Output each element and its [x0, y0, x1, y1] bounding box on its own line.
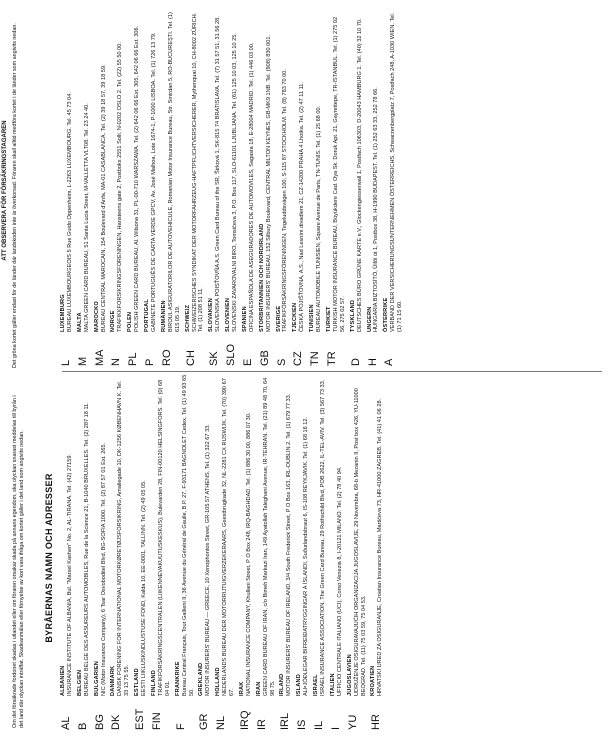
country-name: TYSKLAND	[349, 299, 356, 332]
country-name: UNGERN	[366, 306, 373, 332]
country-code: E	[241, 358, 254, 366]
bureau-address: UDRUŽENJE OSIGURAVAJUĆIH ORGANIZACIJA JUGOSLAVIJE, 29 Novembra, 68-b Mezanin II, Post box 426, YU-11000 BEOGRAD. Tel. (11) 75 03 59, 75 04 53.	[353, 388, 367, 696]
bureau-address: POLISH GREEN CARD BUREAU, Al. Wilsona 31, PL-00-710 WARSZAWA. Tel. (2) 642 06 66 Ext. 305, 642 06 66 Ext. 306.	[134, 25, 141, 332]
country-code: F	[174, 723, 187, 730]
country-entry	[239, 374, 253, 730]
entry-body	[161, 12, 182, 332]
country-code: IRQ	[238, 710, 251, 730]
bureau-address: SLOVENSKÁ POISŤOVŇA A.S. Green Card Bureau of the SR, Štrková 1, SK-815 74 BRATISLAVA. Tel. (7) 31 57 51, 31 56 28.	[215, 16, 222, 332]
country-entry	[370, 374, 384, 730]
bureau-address: HUNGARIA BIZTOSÍTÓ, Üllői út 1, Postbox 38, H-1990 BUDAPEST. Tel. (1) 252 63 33, 252 78 66.	[373, 87, 380, 332]
entry-body	[276, 12, 290, 332]
country-entry	[161, 12, 182, 366]
bureau-address: NIC (Motor Insurance Company), 6 Tsar Osvoboditel Blvd, BG-SOFIA 1000. Tel. (2) 87 57 01 Ext. 265.	[100, 442, 107, 696]
country-code: N	[110, 358, 123, 366]
bureau-address: BUREAU LUXEMBOURGEOIS 5 Rue Guido Oppenheim, L-2263 LUXEMBOURG. Tel. 45 73 04.	[66, 92, 73, 332]
entry-body	[185, 12, 206, 332]
intro-text-left: Om det försäkrade fordonet skadas i utlandet eller om föraren orsakar skada på annans egendom, ska olyckan snarast meddelas till byrån i det land där olyckan inträffat. Skadeanmälan eller förnyelse av kort vara ifråga om kortet gäller i det land som angivits nedan.	[12, 395, 25, 728]
country-name: STORBRITANNIEN OCH NORDIRLAND	[258, 223, 265, 332]
country-entry	[198, 374, 212, 730]
bureau-address: ČESKÁ POJIŠŤOVNA, A.S., Nad Lesním divadlem 21, CZ-14200 PRAHA 4 Lhotka. Tel. (2) 47 11 11.	[299, 82, 306, 332]
bureau-address: SCHWEIZERISCHES SYNDIKAT DER MOTORFAHRZEUG-HAFTPFLICHTVERSICHERER, Mythenquai 10, CH-8002 ZÜRICH. Tel. (1) 208 51 11.	[191, 12, 205, 332]
entry-body	[94, 374, 108, 696]
country-entry	[175, 374, 196, 730]
bureau-address: MALTA GREEN CARD BUREAU, 51 Santa Lucia Street, M-VALLETTA VLT08. Tel. 23 24 40.	[83, 103, 90, 332]
country-code: SK	[208, 351, 221, 366]
country-entry	[313, 374, 327, 730]
country-code: GB	[258, 350, 271, 366]
country-entry	[256, 374, 277, 730]
country-name: SVERIGE	[275, 305, 282, 332]
entry-body	[198, 374, 212, 696]
country-entry	[77, 374, 91, 730]
country-entry	[94, 12, 108, 366]
bureau-address: MOTOR INSURERS' BUREAU OF IRELAND, 3/4 South Frederick Street, P O Box 163, IRL-DUBLIN 2. Tel. (1) 679 77 33.	[286, 393, 293, 696]
entry-body	[367, 12, 381, 332]
country-name: TJECKIEN	[292, 302, 299, 332]
bureau-address: UFFICIO CENTRALE ITALIANO (UCI), Corso Venezia 8, I-20121 MILANO. Tel. (2) 78 40 94.	[336, 466, 343, 696]
bureau-address: NATIONAL INSURANCE COMPANY, Khullani Street, P O Box 248, IRQ-BAGHDAD. Tel. (1) 886 30 00, 886 07 30.	[245, 412, 252, 696]
entry-body	[127, 12, 141, 332]
entry-body	[239, 374, 253, 696]
bureau-address: Bureau Central Français, Tour Gallieni II, 36 Avenue du Général de Gaulle, B.P. 27, F-93171 BAGNOLET Cedex. Tel. (1) 49 93 65 50.	[181, 374, 195, 696]
country-entry	[296, 374, 310, 730]
entry-body	[292, 12, 306, 332]
bureau-address: EESTI LIIKLUSKINDLUSTUSE FOND, Kalda 10, EE-0001, TALLINN. Tel. (2) 49 05 05.	[141, 480, 148, 696]
country-code: RO	[160, 349, 173, 366]
entry-body	[309, 12, 323, 332]
country-name: RUMÄNIEN	[160, 300, 167, 332]
entry-body	[326, 12, 347, 332]
bureau-address: NEDERLANDS BUREAU DER MOTORRIJTUIGVERZEKERAARS, Geestbrugkade 32, NL-2281 CX RIJSWIJK. Tel. (70) 390 67 67.	[222, 378, 236, 696]
country-code: PL	[127, 352, 140, 366]
bureau-address: BUREAU AUTOMOBILE TUNISIEN, Square Avenue de Paris, TN-TUNIS. Tel. (1) 25 68 00.	[316, 105, 323, 332]
country-entry	[292, 12, 306, 366]
country-name: LUXEMBURG	[60, 294, 66, 332]
country-name: KROATIEN	[370, 665, 377, 696]
country-entry	[151, 374, 172, 730]
bureau-address: TRAFIKFÖRSÄKRINGSFÖRENINGEN, Tegeluddsvägen 100, S-115 87 STOCKHOLM. Tel. (8) 783 70 00.	[282, 69, 289, 332]
country-name: IRAN	[255, 681, 262, 696]
country-entry	[326, 12, 347, 366]
country-name: TUNISIEN	[309, 304, 316, 332]
entry-body	[347, 374, 368, 696]
bureau-address: TRAFIKKFORSIKRINGSFORENINGEN, Hansteens gate 2, Postboks 2551 Solli, N-0202 OSLO 2. Tel. (22) 55 50 00.	[117, 42, 124, 332]
country-name: JUGOSLAVIEN	[346, 654, 353, 696]
country-code: IRL	[279, 712, 292, 730]
intro-text-right: Det gröna kortet gäller endast för de länder där landskoden inte är överkorsad. Föraren skall alltid medföra kortet i de länder som angivits nedan.	[12, 23, 18, 368]
entry-body	[296, 374, 310, 696]
country-name: SPANIEN	[241, 306, 248, 332]
country-code: SLO	[225, 343, 238, 366]
country-name: ESTLAND	[134, 668, 141, 696]
country-name: DANMARK	[110, 665, 117, 696]
bureau-address: GABINETE PORTUGUÊS DE CARTA VERDE GPCV, Av. José Malhoa, Lote 1674-1, P-1000 LISBOA. Tel. (1) 726 13 79.	[150, 32, 157, 332]
country-entry	[242, 12, 256, 366]
country-code: B	[76, 722, 89, 730]
country-code: YU	[346, 714, 359, 730]
country-entry	[330, 374, 344, 730]
entry-body	[259, 12, 273, 332]
country-code: M	[76, 356, 89, 366]
country-entry	[60, 374, 74, 730]
country-code: H	[366, 358, 379, 366]
country-code: HR	[370, 714, 383, 730]
country-name: ÖSTERRIKE	[383, 297, 390, 332]
bureau-address: DANSK FORENING FOR INTERNATIONAL MOTORKØRETØJSFORSIKRING, Amaliegade 10, DK-1256 KØBENHAVN K. Tel. 33 13 75 55.	[117, 380, 131, 696]
country-name: PORTUGAL	[144, 299, 151, 332]
country-code: TN	[309, 351, 322, 366]
country-code: I	[329, 726, 342, 730]
entry-body	[151, 374, 172, 696]
entry-body	[77, 374, 91, 696]
bureau-address: HRVATSKI URED ZA OSIGURANJE, Croatian Insurance Bureau, Martićeva 73, HR-41000 ZAGREB. Tel. (41) 41 06 28.	[377, 398, 384, 696]
country-entry	[60, 12, 74, 366]
country-code: IL	[313, 720, 326, 730]
country-entry	[347, 374, 368, 730]
country-name: GREKLAND	[198, 662, 205, 696]
country-code: TR	[326, 351, 338, 366]
entry-body	[330, 374, 344, 696]
country-name: ISLAND	[296, 673, 303, 696]
country-code: CZ	[292, 351, 305, 366]
country-entry	[383, 12, 404, 366]
country-code: IR	[255, 719, 268, 730]
country-name: SLOVAKIEN	[208, 297, 215, 332]
country-entry	[110, 374, 131, 730]
country-code: D	[349, 358, 362, 366]
country-name: FRANKRIKE	[174, 661, 181, 696]
country-code: BG	[93, 714, 106, 730]
entry-body	[279, 374, 293, 696]
country-entry	[144, 12, 158, 366]
entry-body	[350, 12, 364, 332]
country-code: S	[275, 358, 288, 366]
bureau-address: GREEN CARD BUREAU OF IRAN, c/o Bimeh Markazi Iran, 149 Ayatollah Taleghani Avenue, IR-TEHRAN. Tel. (21) 89 48 70, 64 98 75.	[262, 377, 276, 696]
bureau-address: TRAFIKFÖRSÄKRINGSCENTRALEN (LIIKENNEVAKUUTUSKESKUS), Bulevarden 28, FIN-00120 HELSINGFORS. Tel. (0) 68 04 01.	[157, 379, 171, 696]
bureau-address: TURKISH MOTOR INSURANCE BUREAU, Büyükdere Cad. Oya Sk. Doruk Apt. 21, Gayrettepe, TR-ISTANBUL. Tel. (1) 275 02 56, 275 02 57.	[332, 16, 346, 332]
entry-body	[110, 12, 124, 332]
column-divider	[62, 371, 602, 372]
bureau-address: VERBAND DER VERSICHERUNGSUNTERNEHMEN ÖSTERREICHS, Schwarzenbergplatz 7, Postfach 248, A-1030 WIEN. Tel. (1) 71 15 60.	[390, 12, 404, 332]
entry-body	[383, 12, 404, 332]
entry-body	[208, 12, 222, 332]
country-name: POLEN	[127, 311, 134, 332]
entry-body	[313, 374, 327, 696]
country-code: L	[60, 359, 72, 366]
country-name: SLOVENIEN	[225, 297, 232, 332]
right-column	[60, 12, 608, 366]
entry-body	[134, 374, 148, 696]
country-entry	[259, 12, 273, 366]
country-name: ITALIEN	[329, 673, 336, 696]
country-entry	[134, 374, 148, 730]
entry-body	[215, 374, 236, 696]
bureau-address: OFICINA ESPAÑOLA DE ASEGURADORES DE AUTOMOVILES, Sagasta 18, E-28004 MADRID. Tel. (1) 446 03 00.	[248, 42, 255, 332]
country-entry	[185, 12, 206, 366]
country-entry	[127, 12, 141, 366]
country-code: DK	[110, 714, 123, 730]
country-name: MAROCKO	[93, 301, 100, 332]
country-code: NL	[215, 715, 228, 730]
bureau-address: ALÞJÓÐLEGAR BIFREIÐATRYGGINGAR Á ÍSLANDI, Suðurlandsbraut 6, IS-108 REYKJAVIK. Tel. (1) 68 16 12.	[303, 416, 310, 696]
entry-body	[370, 374, 384, 696]
country-entry	[215, 374, 236, 730]
country-entry	[208, 12, 222, 366]
entry-body	[94, 12, 108, 332]
bureau-address: MOTOR INSURERS' BUREAU — GREECE, 10 Xenophontos Street, GR-105 57 ATHENS. Tel. (1) 322 67 33.	[205, 424, 212, 696]
country-name: BELGIEN	[76, 669, 83, 696]
country-entry	[279, 374, 293, 730]
left-column	[60, 374, 608, 730]
country-name: IRLAND	[279, 673, 286, 696]
country-code: MA	[93, 349, 106, 366]
entry-body	[175, 374, 196, 696]
country-code: EST	[134, 708, 147, 730]
bureau-address: BUREAU CENTRAL MAROCAIN, 154 Boulevard d'Anfa, MA-01 CASABLANCA. Tel. (2) 39 18 57, 39 18 59.	[100, 64, 107, 332]
entry-body	[60, 374, 74, 696]
country-code: CH	[184, 350, 197, 366]
entry-body	[242, 12, 256, 332]
country-entry	[309, 12, 323, 366]
country-code: IS	[296, 719, 309, 730]
bureau-address: DEUTSCHES BÜRO GRÜNE KARTE e.V., Glockengiesserwall 1, Postfach 106303, D-20043 HAMBURG 1. Tel. (40) 32 10 70.	[356, 18, 363, 332]
country-code: FIN	[150, 712, 163, 730]
entry-body	[60, 12, 74, 332]
country-name: FINLAND	[150, 670, 157, 696]
page-title: BYRÅERNAS NAMN OCH ADRESSER	[44, 473, 54, 643]
country-name: HOLLAND	[215, 667, 222, 696]
country-name: NORGE	[110, 310, 117, 332]
bureau-address: BIROUL ASIGURATORILOR DE AUTOVEHICULE, Romanian Motor Insurance Bureau, Str. Smirdan 5, RO-BUCUREŞTI. Tel. (1) 615 05 19.	[167, 12, 181, 332]
country-entry	[367, 12, 381, 366]
country-entry	[350, 12, 364, 366]
bureau-address: BUREAU BELGE DES ASSUREURS AUTOMOBILES, Rue de la Science 21, B-1040 BRUXELLES. Tel. (2) 287 18 11.	[83, 402, 90, 696]
country-name: ISRAEL	[313, 674, 320, 696]
country-code: A	[383, 358, 396, 366]
bureau-address: SLOVENSKI ZAVAROVALNI BIRO, Tomsičeva 3, P.O. Box 117, SLO-61101 LJUBLJANA. Tel. (61) 125 10 03, 125 10 25.	[232, 33, 239, 332]
entry-body	[110, 374, 131, 696]
country-entry	[77, 12, 91, 366]
entry-body	[77, 12, 91, 332]
country-name: SCHWEIZ	[184, 304, 191, 332]
entry-body	[256, 374, 277, 696]
country-entry	[225, 12, 239, 366]
country-name: BULGARIEN	[93, 660, 100, 696]
bureau-address: ISRAEL INSURANCE ASSOCIATION, The Green Card Bureau, 29 Rothschild Blvd, POB 2622, IL-TEL-AVIV. Tel. (3) 567 73 33.	[320, 379, 326, 696]
entry-body	[225, 12, 239, 332]
bureau-address: MOTOR INSURERS' BUREAU, 152 Silbury Boulevard, CENTRAL MILTON KEYNES, GB-MK9 1NB. Tel. (908) 830 001.	[265, 34, 272, 332]
country-code: GR	[198, 713, 211, 730]
entry-body	[144, 12, 158, 332]
country-entry	[276, 12, 290, 366]
country-name: MALTA	[76, 312, 83, 332]
country-name: IRAK	[238, 681, 245, 696]
bureau-address: INSURANCE INSTITUTE OF ALBANIA, Bul. "Marsel Kashen" No. 2, AL-TIRANA. Tel. (42) 27159.	[66, 454, 73, 696]
country-entry	[94, 374, 108, 730]
country-name: TURKIET	[326, 306, 332, 332]
country-code: P	[144, 358, 157, 366]
country-entry	[110, 12, 124, 366]
country-name: ALBANIEN	[60, 665, 66, 696]
country-code: AL	[60, 716, 72, 730]
right-header: ATT OBSERVERA FÖR FÖRSÄKRINGSTAGAREN	[2, 120, 8, 261]
